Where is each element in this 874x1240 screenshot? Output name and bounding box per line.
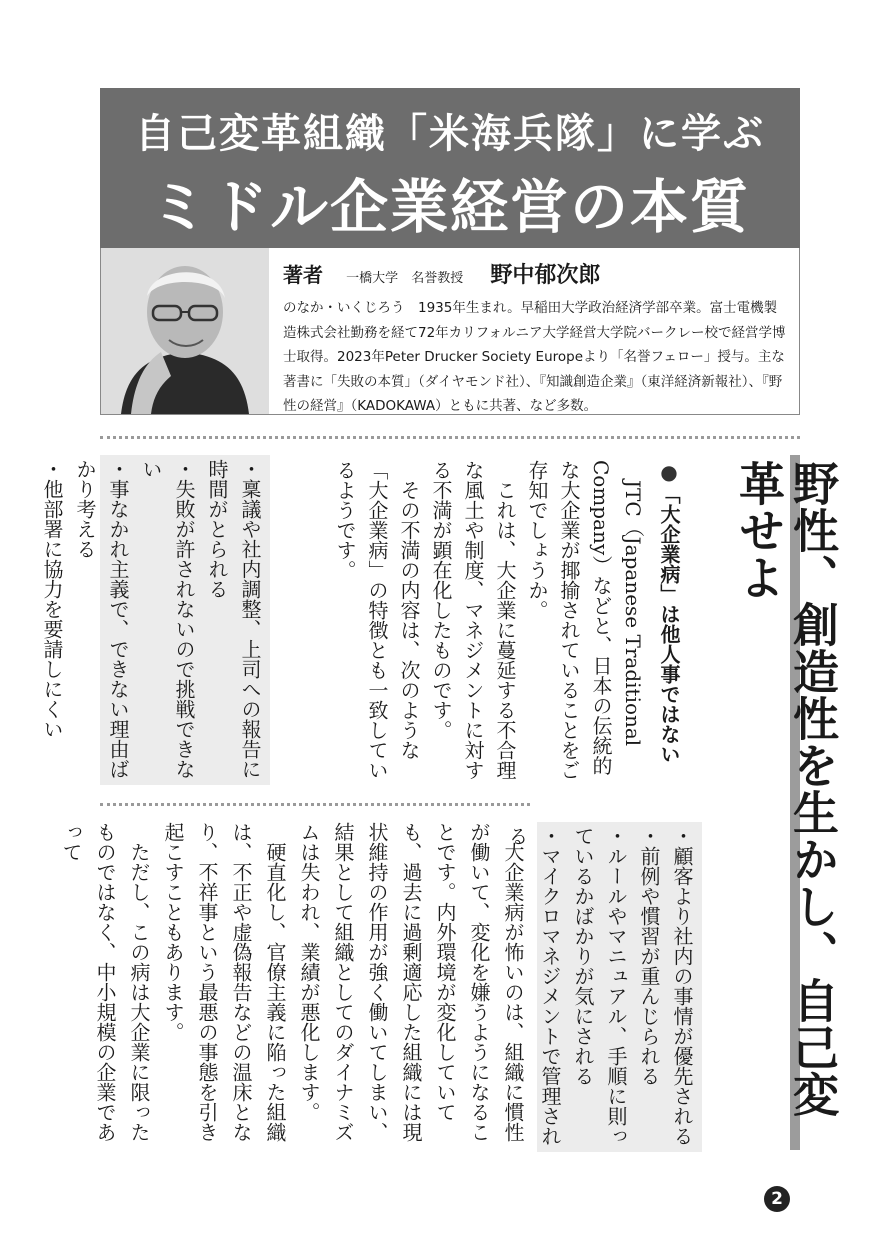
list-item: ・顧客より社内の事情が優先される [670,826,694,1146]
divider-dotted-top [100,436,800,439]
list-item: ・事なかれ主義で、できない理由ばかり考える [73,459,130,779]
author-heading [283,258,789,292]
paragraph: JTC（Japanese Traditional Company）などと、日本の伝統的な大企業が揶揄されていることをご存知でしょうか。 [525,460,645,780]
divider-dotted-middle [100,803,530,806]
list-item: ・稟議や社内調整、上司への報告に時間がとられる [205,459,262,779]
list-item: ・マイクロマネジメントで管理される [505,826,562,1146]
list-item: ・失敗が許されないので挑戦できない [139,459,196,779]
author-info [283,258,789,419]
paragraph: 硬直化し、官僚主義に陥った組織は、不正や虚偽報告などの温床となり、不祥事という最悪の事態を引き起こすこともあります。 [161,822,287,1142]
paragraph: ただし、この病は大企業に限ったものではなく、中小規模の企業であって [59,822,151,1142]
paragraph: これは、大企業に蔓延する不合理な風土や制度、マネジメントに対する不満が顕在化したものです。 [429,460,517,780]
author-name: 野中郁次郎 [490,262,601,288]
author-role: 著者 [283,263,323,287]
author-bio: のなか・いくじろう 1935年生まれ。早稲田大学政治経済学部卒業。富士電機製造株式会社勤務を経て72年カリフォルニア大学経営大学院バークレー校で経営学博士取得。2023年Peter Drucker Society Europeより「名誉フェロー」授与。主な著書に「失敗の本質」（ダイヤモンド社）、『知識創造企業』（東洋経済新報社）、『野性の経営』（KADOKAWA）ともに共著、など多数。 [283,300,786,414]
author-position: 名誉教授 [411,271,464,286]
list-item: ・他部署に協力を要請しにくい [40,459,64,739]
article-headline: 野性、創造性を生かし、自己変革せよ [732,460,840,1118]
author-affiliation: 一橋大学 [346,271,399,286]
author-photo [101,248,269,414]
page-number: 2 [764,1186,790,1212]
list-item: ・前例や慣習が重んじられる [637,826,661,1086]
list-item: ・ルールやマニュアル、手順に則っているかばかりが気にされる [571,826,628,1146]
author-box [100,248,800,415]
paragraph: 大企業病が怖いのは、組織に慣性が働いて、変化を嫌うようになることです。内外環境が変化していても、過去に過剰適応した組織には現状維持の作用が強く働いてしまい、結果として組織としてのダイナミズムは失われ、業績が悪化します。 [297,822,525,1142]
paragraph: その不満の内容は、次のような「大企業病」の特徴とも一致しているようです。 [333,460,421,780]
section-title: 「大企業病」は他人事ではない [657,484,681,764]
section-heading [654,460,684,790]
symptom-box-left [40,455,270,785]
body-top [329,460,649,790]
title-line-2: ミドル企業経営の本質 [149,173,750,241]
section-bullet-icon: ● [657,460,681,484]
title-band [100,88,800,248]
title-line-1: 自己変革組織「米海兵隊」に学ぶ [135,110,765,157]
author-portrait-image [101,248,269,414]
body-bottom [59,822,530,1152]
symptom-box-right [505,822,702,1152]
